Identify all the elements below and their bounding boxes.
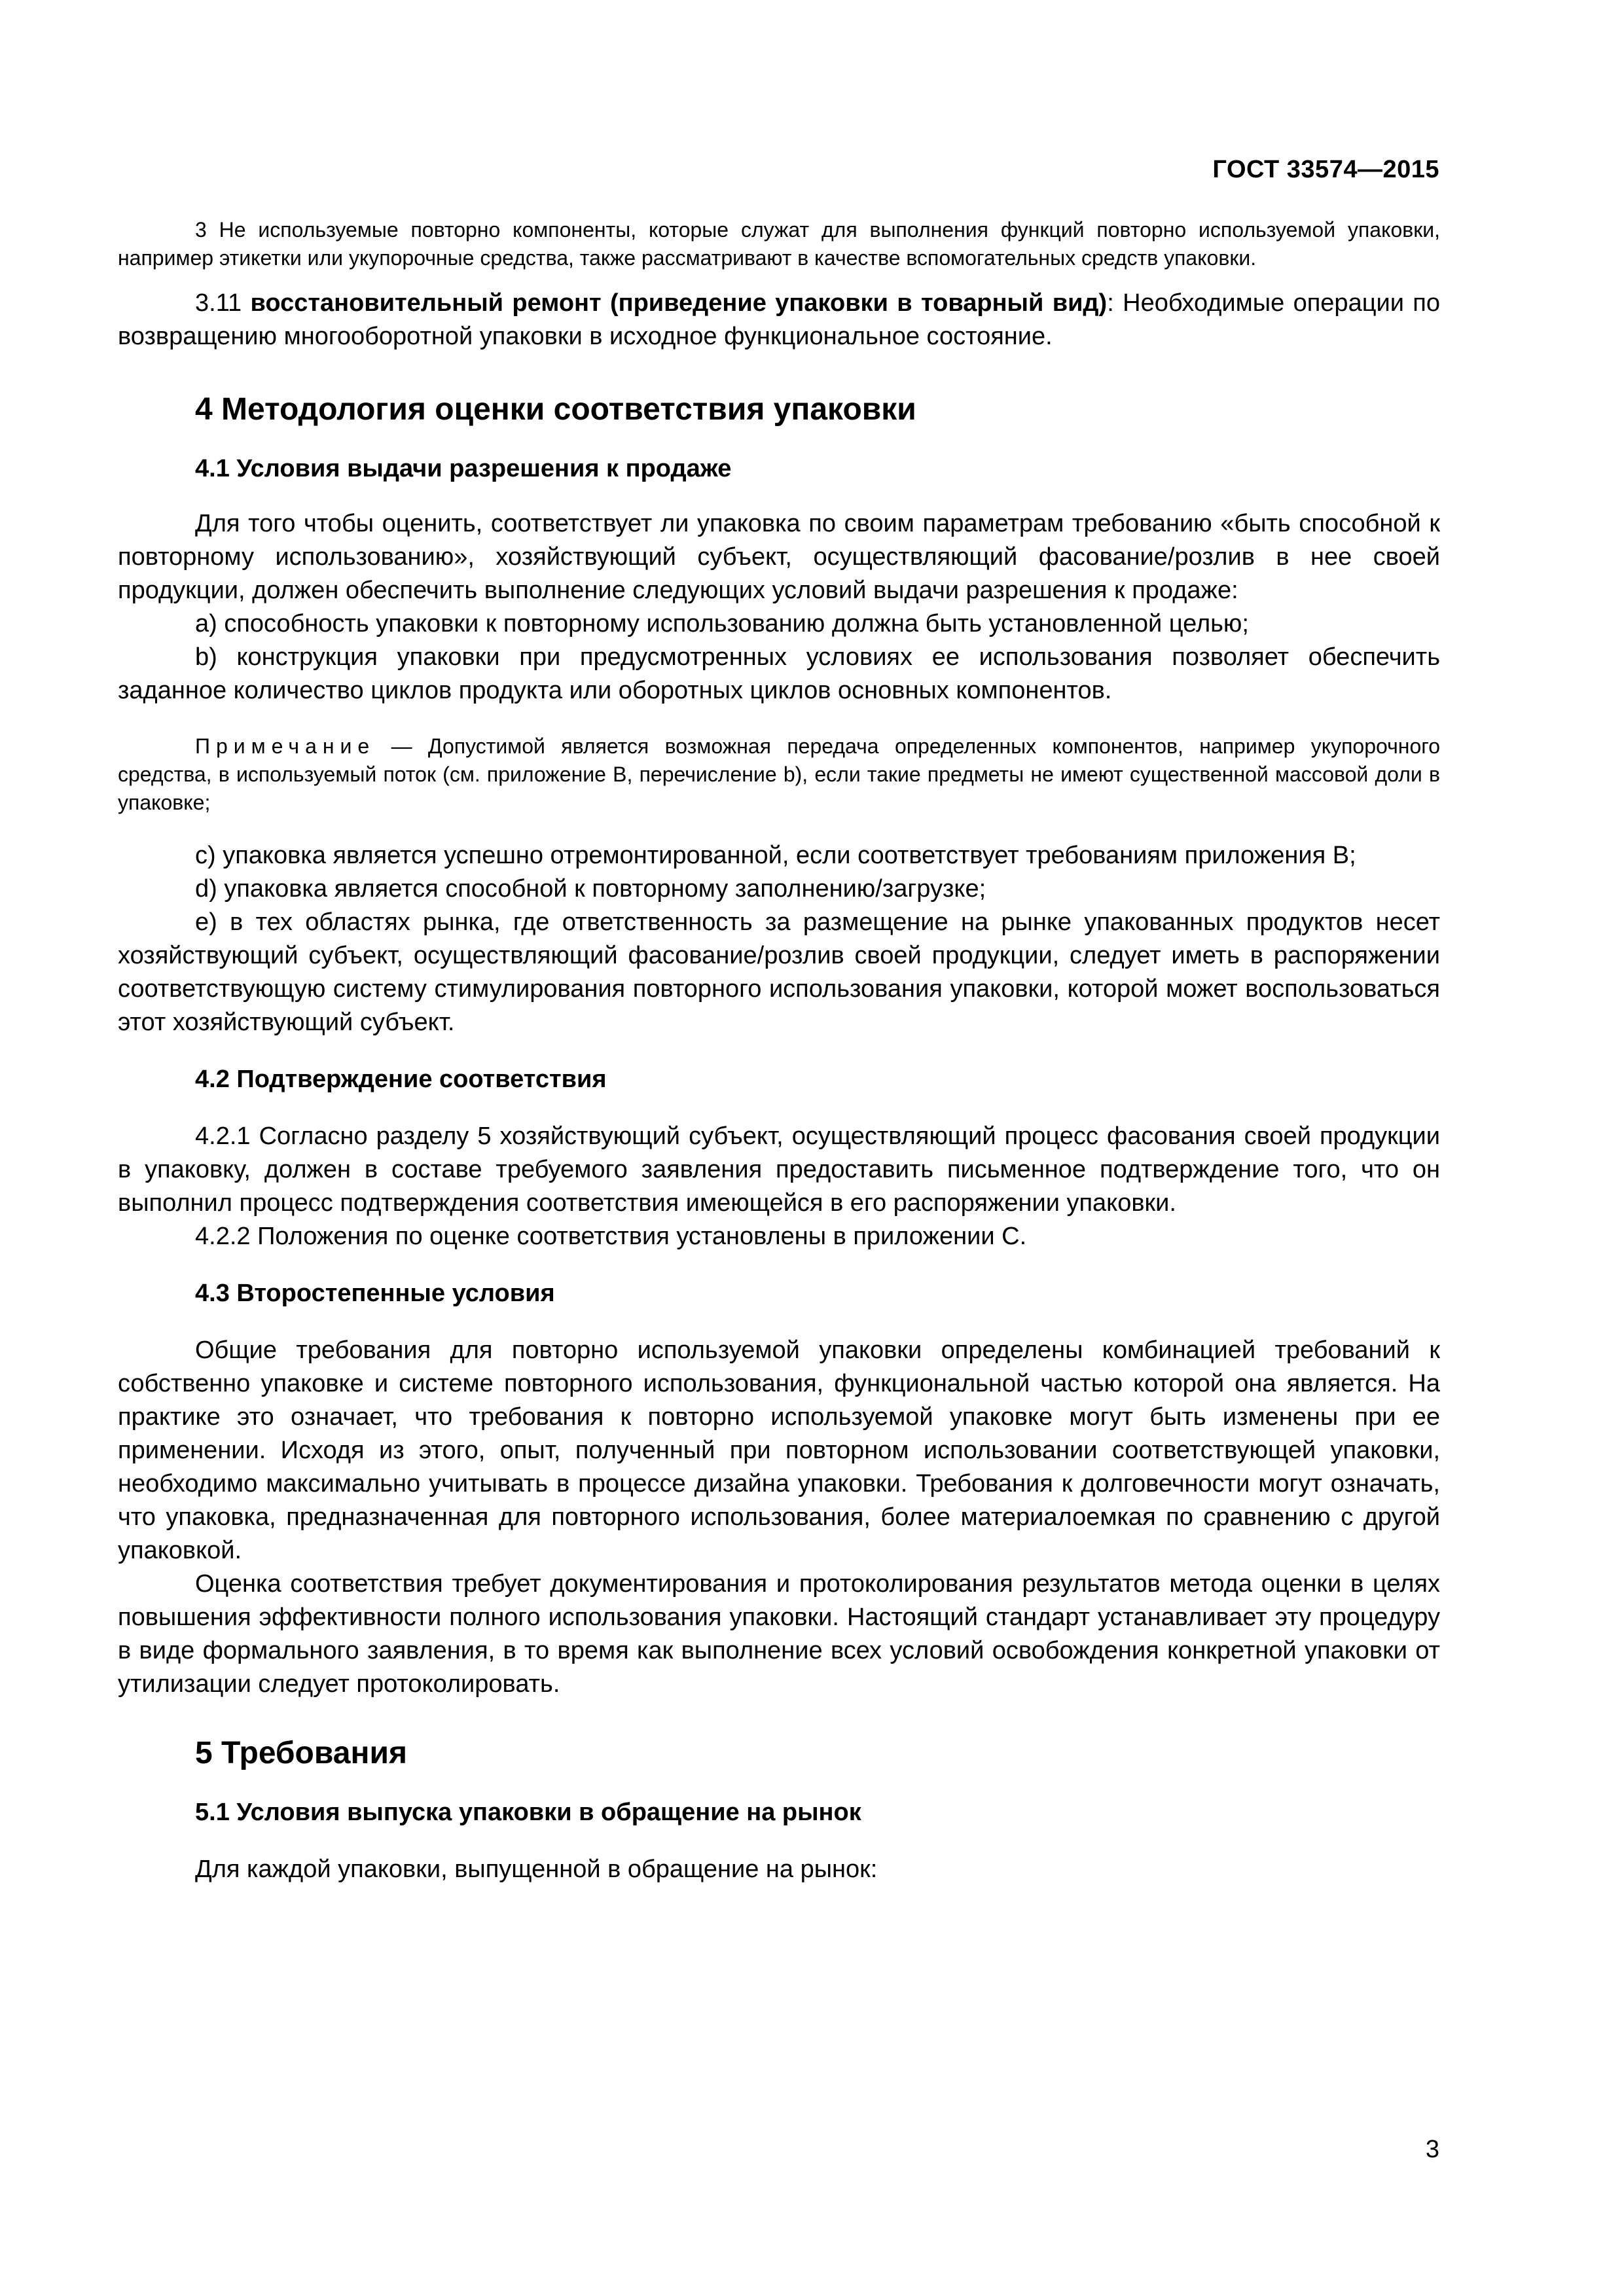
term-definition: : Необходимые операции по возвращению многооборотной упаковки в исходное функциональное состояние. — [118, 289, 1441, 350]
page-number: 3 — [1425, 2136, 1439, 2163]
section-4-title: 4 Методология оценки соответствия упаковки — [195, 392, 916, 427]
term-number: 3.11 — [195, 289, 251, 317]
section-5-title: 5 Требования — [195, 1736, 407, 1770]
list-item-c: с) упаковка является успешно отремонтированной, если соответствует требованиям приложения B; — [195, 842, 1356, 869]
section-4-1-intro: Для того чтобы оценить, соответствует ли упаковка по своим параметрам требованию «быть способной к повторному использованию», хозяйствующий субъект, осуществляющий фасование/розлив в нее своей продукции, должен обеспечить выполнение следующих условий выдачи разрешения к продаже: — [118, 510, 1440, 604]
section-4-2-title: 4.2 Подтверждение соответствия — [195, 1066, 607, 1093]
note-4-1 — [118, 732, 1440, 817]
para-4-2-1: 4.2.1 Согласно разделу 5 хозяйствующий субъект, осуществляющий процесс фасования своей продукции в упаковку, должен в составе требуемого заявления предоставить письменное подтверждение того, что он выполнил процесс подтверждения соответствия имеющейся в его распоряжении упаковки. — [118, 1122, 1440, 1217]
section-5-1-title: 5.1 Условия выпуска упаковки в обращение на рынок — [195, 1799, 861, 1826]
section-4-3-title: 4.3 Второстепенные условия — [195, 1280, 555, 1307]
section-4-1-title: 4.1 Условия выдачи разрешения к продаже — [195, 455, 732, 482]
note-3: 3 Не используемые повторно компоненты, которые служат для выполнения функций повторно используемой упаковки, например этикетки или укупорочные средства, также рассматривают в качестве вспомогательных средств упаковки. — [118, 218, 1440, 270]
term-name: восстановительный ремонт (приведение упаковки в товарный вид) — [250, 289, 1108, 317]
para-4-3-2: Оценка соответствия требует документирования и протоколирования результатов метода оценки в целях повышения эффективности полного использования упаковки. Настоящий стандарт устанавливает эту процедуру в виде формального заявления, в то время как выполнение всех условий освобождения конкретной упаковки от утилизации следует протоколировать. — [118, 1570, 1440, 1698]
note-text: — Допустимой является возможная передача определенных компонентов, например укупорочного средства, в используемый поток (см. приложение B, перечисление b), если такие предметы не имеют существенной массовой доли в упаковке; — [118, 734, 1440, 814]
document-code-header: ГОСТ 33574—2015 — [1212, 156, 1439, 183]
page-content — [118, 216, 1440, 1886]
note-label: Примечание — [195, 734, 376, 758]
list-item-d: d) упаковка является способной к повторному заполнению/загрузке; — [195, 875, 986, 903]
para-4-3-1: Общие требования для повторно используемой упаковки определены комбинацией требований к собственно упаковке и системе повторного использования, функциональной частью которой она является. На практике это означает, что требования к повторно используемой упаковке могут быть изменены при ее применении. Исходя из этого, опыт, полученный при повторном использовании соответствующей упаковки, необходимо максимально учитывать в процессе дизайна упаковки. Требования к долговечности могут означать, что упаковка, предназначенная для повторного использования, более материалоемкая по сравнению с другой упаковкой. — [118, 1336, 1440, 1564]
list-item-e: е) в тех областях рынка, где ответственность за размещение на рынке упакованных продуктов несет хозяйствующий субъект, осуществляющий фасование/розлив своей продукции, следует иметь в распоряжении соответствующую систему стимулирования повторного использования упаковки, которой может воспользоваться этот хозяйствующий субъект. — [118, 908, 1440, 1036]
para-5-1: Для каждой упаковки, выпущенной в обращение на рынок: — [195, 1856, 878, 1883]
term-3-11 — [118, 287, 1440, 353]
list-item-a: а) способность упаковки к повторному использованию должна быть установленной целью; — [195, 610, 1249, 637]
para-4-2-2: 4.2.2 Положения по оценке соответствия установлены в приложении С. — [195, 1223, 1027, 1250]
list-item-b: b) конструкция упаковки при предусмотренных условиях ее использования позволяет обеспечить заданное количество циклов продукта или оборотных циклов основных компонентов. — [118, 643, 1440, 704]
